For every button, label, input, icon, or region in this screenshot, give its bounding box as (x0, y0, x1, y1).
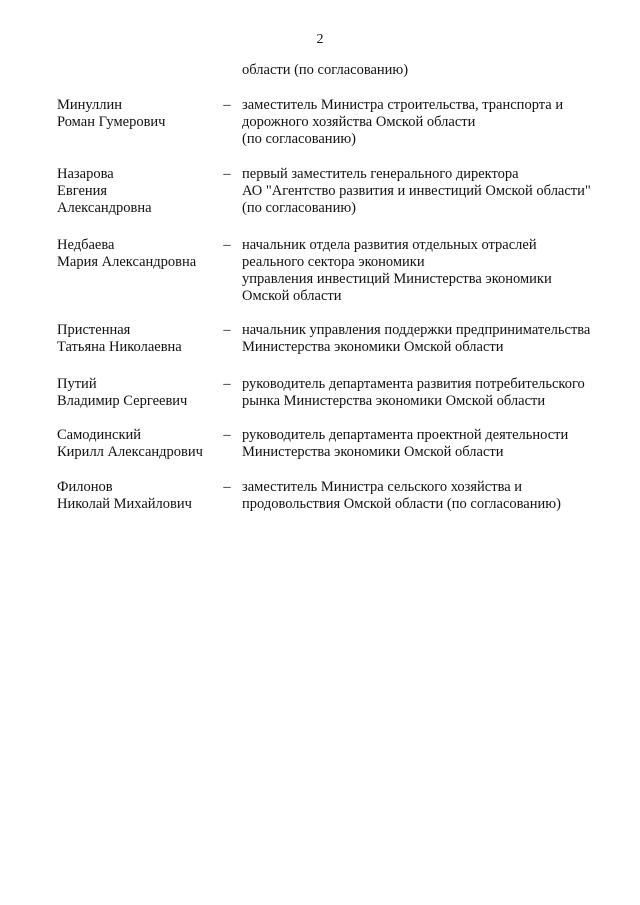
member-name-line: Самодинский (57, 427, 142, 443)
member-name-line: Кирилл Александрович (57, 444, 203, 460)
member-role-line: начальник управления поддержки предпринимательства (242, 322, 591, 338)
member-name-line: Николай Михайлович (57, 496, 192, 512)
member-role (242, 237, 622, 305)
member-name-line: Роман Гумерович (57, 114, 166, 130)
member-name-line: Минуллин (57, 97, 123, 113)
member-role-line: рынка Министерства экономики Омской области (242, 393, 546, 409)
member-role (242, 322, 622, 356)
continuation-text: области (по согласованию) (242, 62, 409, 78)
member-name-line: Евгения (57, 183, 108, 199)
member-role-line: заместитель Министра сельского хозяйства и (242, 479, 523, 495)
member-name-line: Недбаева (57, 237, 115, 253)
entry-dash: – (223, 166, 231, 182)
member-name-line: Путий (57, 376, 97, 392)
member-name (57, 427, 217, 461)
member-name-line: Мария Александровна (57, 254, 197, 270)
member-role-line: руководитель департамента развития потребительского (242, 376, 585, 392)
member-role-line: дорожного хозяйства Омской области (242, 114, 476, 130)
member-role-line: (по согласованию) (242, 200, 356, 216)
member-name (57, 166, 217, 217)
member-role-line: Министерства экономики Омской области (242, 444, 504, 460)
member-name-line: Филонов (57, 479, 113, 495)
member-role (242, 97, 622, 148)
member-name (57, 97, 217, 131)
entry-dash: – (223, 376, 231, 392)
member-role (242, 427, 622, 461)
member-role-line: (по согласованию) (242, 131, 356, 147)
member-role-line: продовольствия Омской области (по согласованию) (242, 496, 561, 512)
member-role-line: заместитель Министра строительства, транспорта и (242, 97, 564, 113)
member-role (242, 479, 622, 513)
member-role-line: руководитель департамента проектной деятельности (242, 427, 569, 443)
member-role (242, 166, 622, 217)
page-number: 2 (316, 32, 324, 47)
member-name (57, 376, 217, 410)
member-name-line: Александровна (57, 200, 152, 216)
entry-dash: – (223, 97, 231, 113)
member-name (57, 322, 217, 356)
member-role-line: АО "Агентство развития и инвестиций Омской области" (242, 183, 591, 199)
member-name-line: Татьяна Николаевна (57, 339, 182, 355)
member-role-line: реального сектора экономики (242, 254, 425, 270)
member-name (57, 479, 217, 513)
member-role (242, 376, 622, 410)
member-role-line: Омской области (242, 288, 342, 304)
member-name-line: Владимир Сергеевич (57, 393, 188, 409)
member-role-line: Министерства экономики Омской области (242, 339, 504, 355)
entry-dash: – (223, 237, 231, 253)
member-role-line: управления инвестиций Министерства экономики (242, 271, 552, 287)
member-name-line: Пристенная (57, 322, 131, 338)
member-role-line: первый заместитель генерального директора (242, 166, 519, 182)
member-name (57, 237, 217, 271)
entry-dash: – (223, 322, 231, 338)
member-role-line: начальник отдела развития отдельных отраслей (242, 237, 537, 253)
entry-dash: – (223, 479, 231, 495)
entry-dash: – (223, 427, 231, 443)
member-name-line: Назарова (57, 166, 114, 182)
